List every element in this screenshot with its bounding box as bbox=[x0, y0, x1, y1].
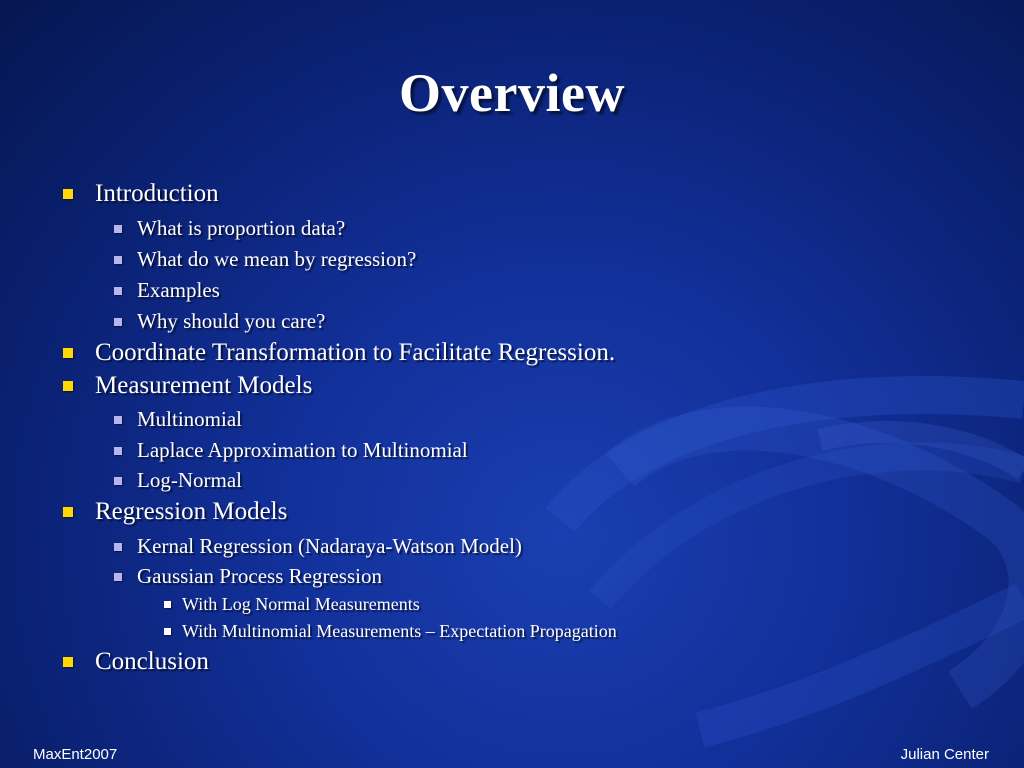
bullet-square-icon bbox=[63, 348, 73, 358]
bullet-square-icon bbox=[114, 318, 122, 326]
bullet-square-icon bbox=[114, 543, 122, 551]
bullet-text: With Multinomial Measurements – Expectation Propagation bbox=[182, 621, 617, 641]
bullet-text: Kernal Regression (Nadaraya-Watson Model) bbox=[137, 534, 522, 558]
bullet-text: Examples bbox=[137, 278, 220, 302]
bullet-item bbox=[63, 339, 615, 367]
bullet-square-icon bbox=[114, 477, 122, 485]
bullet-item bbox=[63, 648, 209, 676]
bullet-text: Log-Normal bbox=[137, 468, 242, 492]
bullet-square-icon bbox=[63, 381, 73, 391]
bullet-item bbox=[114, 278, 220, 303]
footer-left-text: MaxEnt2007 bbox=[33, 746, 118, 763]
bullet-text: Conclusion bbox=[95, 648, 209, 675]
bullet-item bbox=[63, 498, 287, 526]
bullet-text: What is proportion data? bbox=[137, 216, 346, 240]
bullet-item bbox=[114, 468, 242, 493]
bullet-item bbox=[164, 594, 420, 615]
bullet-square-icon bbox=[114, 416, 122, 424]
bullet-text: Measurement Models bbox=[95, 372, 313, 399]
bullet-item bbox=[114, 534, 522, 559]
bullet-text: With Log Normal Measurements bbox=[182, 594, 420, 614]
bullet-square-icon bbox=[114, 225, 122, 233]
slide-title: Overview bbox=[399, 63, 625, 123]
bullet-text: Laplace Approximation to Multinomial bbox=[137, 438, 468, 462]
bullet-text: Gaussian Process Regression bbox=[137, 564, 382, 588]
footer-right-text: Julian Center bbox=[900, 746, 989, 763]
bullet-square-icon bbox=[63, 657, 73, 667]
bullet-square-icon bbox=[164, 628, 171, 635]
bullet-text: Coordinate Transformation to Facilitate Regression. bbox=[95, 339, 616, 366]
bullet-square-icon bbox=[114, 447, 122, 455]
bullet-item bbox=[114, 564, 382, 589]
bullet-item bbox=[114, 407, 242, 432]
bullet-text: Multinomial bbox=[137, 407, 242, 431]
bullet-item bbox=[114, 438, 468, 463]
bullet-item bbox=[114, 216, 345, 241]
bullet-item bbox=[63, 180, 219, 208]
bullet-square-icon bbox=[63, 507, 73, 517]
bullet-item bbox=[114, 247, 416, 272]
bullet-square-icon bbox=[63, 189, 73, 199]
bullet-square-icon bbox=[114, 287, 122, 295]
bullet-text: Introduction bbox=[95, 180, 219, 207]
bullet-text: Regression Models bbox=[95, 498, 288, 525]
bullet-item bbox=[63, 372, 312, 400]
bullet-square-icon bbox=[164, 601, 171, 608]
bullet-item bbox=[114, 309, 325, 334]
bullet-square-icon bbox=[114, 256, 122, 264]
bullet-square-icon bbox=[114, 573, 122, 581]
bullet-text: What do we mean by regression? bbox=[137, 247, 417, 271]
bullet-item bbox=[164, 621, 617, 642]
bullet-text: Why should you care? bbox=[137, 309, 326, 333]
